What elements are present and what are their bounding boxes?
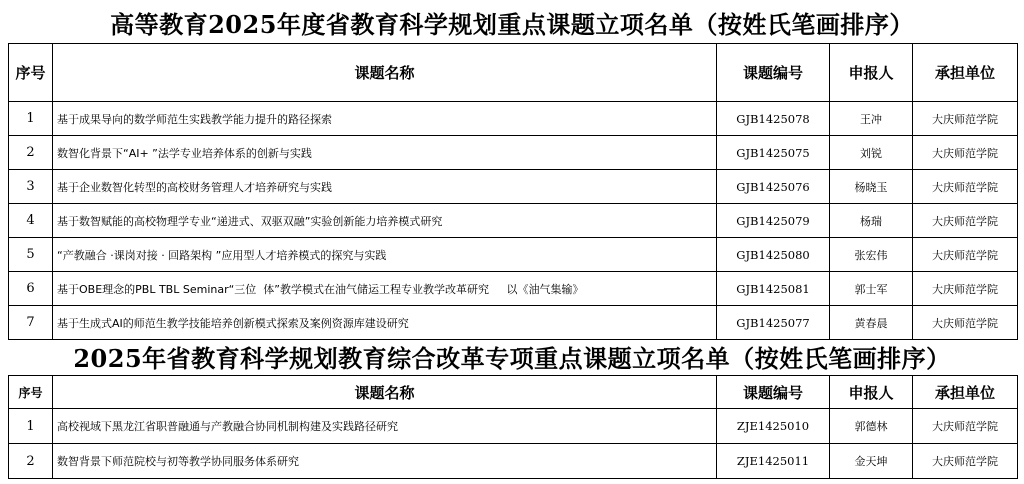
- table-row: [9, 238, 1018, 272]
- header-unit: 承担单位: [913, 44, 1018, 102]
- row-project-code: GJB1425079: [717, 204, 830, 238]
- row-project-code: ZJE1425010: [717, 409, 830, 444]
- row-project-name: 基于生成式AI的师范生教学技能培养创新模式探索及案例资源库建设研究: [53, 306, 717, 340]
- header-project-code: 课题编号: [717, 44, 830, 102]
- row-project-code: GJB1425077: [717, 306, 830, 340]
- header-seq: 序号: [9, 376, 53, 409]
- row-applicant: 王冲: [830, 102, 913, 136]
- row-project-name: 基于数智赋能的高校物理学专业“递进式、双驱双融”实验创新能力培养模式研究: [53, 204, 717, 238]
- row-project-code: GJB1425076: [717, 170, 830, 204]
- row-seq: 4: [9, 204, 53, 238]
- row-project-name: 基于成果导向的数学师范生实践教学能力提升的路径探索: [53, 102, 717, 136]
- header-unit: 承担单位: [913, 376, 1018, 409]
- header-project-code: 课题编号: [717, 376, 830, 409]
- header-project-name: 课题名称: [53, 44, 717, 102]
- row-project-code: GJB1425081: [717, 272, 830, 306]
- row-unit: 大庆师范学院: [913, 238, 1018, 272]
- table-header-row: [9, 376, 1018, 409]
- row-project-code: GJB1425080: [717, 238, 830, 272]
- row-unit: 大庆师范学院: [913, 102, 1018, 136]
- row-unit: 大庆师范学院: [913, 272, 1018, 306]
- row-project-name: 数智化背景下“AI+ ”法学专业培养体系的创新与实践: [53, 136, 717, 170]
- row-seq: 3: [9, 170, 53, 204]
- row-unit: 大庆师范学院: [913, 306, 1018, 340]
- header-applicant: 申报人: [830, 44, 913, 102]
- row-unit: 大庆师范学院: [913, 204, 1018, 238]
- header-project-name: 课题名称: [53, 376, 717, 409]
- row-unit: 大庆师范学院: [913, 444, 1018, 479]
- row-unit: 大庆师范学院: [913, 136, 1018, 170]
- section2-title: 2025年省教育科学规划教育综合改革专项重点课题立项名单（按姓氏笔画排序）: [73, 344, 951, 373]
- header-applicant: 申报人: [830, 376, 913, 409]
- table-row: [9, 204, 1018, 238]
- row-project-name: “产教融合 ·课岗对接 · 回路架构 ”应用型人才培养模式的探究与实践: [53, 238, 717, 272]
- row-seq: 1: [9, 102, 53, 136]
- table-row: [9, 306, 1018, 340]
- row-applicant: 郭德林: [830, 409, 913, 444]
- row-seq: 1: [9, 409, 53, 444]
- row-unit: 大庆师范学院: [913, 170, 1018, 204]
- table-row: [9, 136, 1018, 170]
- row-unit: 大庆师范学院: [913, 409, 1018, 444]
- row-seq: 2: [9, 136, 53, 170]
- row-project-code: GJB1425075: [717, 136, 830, 170]
- row-seq: 6: [9, 272, 53, 306]
- reform-projects-table: [8, 375, 1018, 479]
- row-applicant: 刘锐: [830, 136, 913, 170]
- row-applicant: 黄春晨: [830, 306, 913, 340]
- row-project-code: ZJE1425011: [717, 444, 830, 479]
- row-project-name: 数智背景下师范院校与初等教学协同服务体系研究: [53, 444, 717, 479]
- row-project-code: GJB1425078: [717, 102, 830, 136]
- table-row: [9, 272, 1018, 306]
- table-row: [9, 170, 1018, 204]
- row-applicant: 杨瑞: [830, 204, 913, 238]
- row-applicant: 杨晓玉: [830, 170, 913, 204]
- table-row: [9, 102, 1018, 136]
- row-applicant: 郭士军: [830, 272, 913, 306]
- row-project-name: 高校视域下黑龙江省职普融通与产教融合协同机制构建及实践路径研究: [53, 409, 717, 444]
- row-seq: 2: [9, 444, 53, 479]
- table-row: [9, 409, 1018, 444]
- row-project-name: 基于OBE理念的PBL TBL Seminar“三位 体”教学模式在油气储运工程专业教学改革研究 以《油气集输》: [53, 272, 717, 306]
- table-row: [9, 444, 1018, 479]
- row-applicant: 张宏伟: [830, 238, 913, 272]
- row-applicant: 金天坤: [830, 444, 913, 479]
- row-seq: 5: [9, 238, 53, 272]
- section1-title: 高等教育2025年度省教育科学规划重点课题立项名单（按姓氏笔画排序）: [110, 10, 914, 39]
- table-header-row: [9, 44, 1018, 102]
- header-seq: 序号: [9, 44, 53, 102]
- key-projects-table: [8, 43, 1018, 340]
- row-seq: 7: [9, 306, 53, 340]
- row-project-name: 基于企业数智化转型的高校财务管理人才培养研究与实践: [53, 170, 717, 204]
